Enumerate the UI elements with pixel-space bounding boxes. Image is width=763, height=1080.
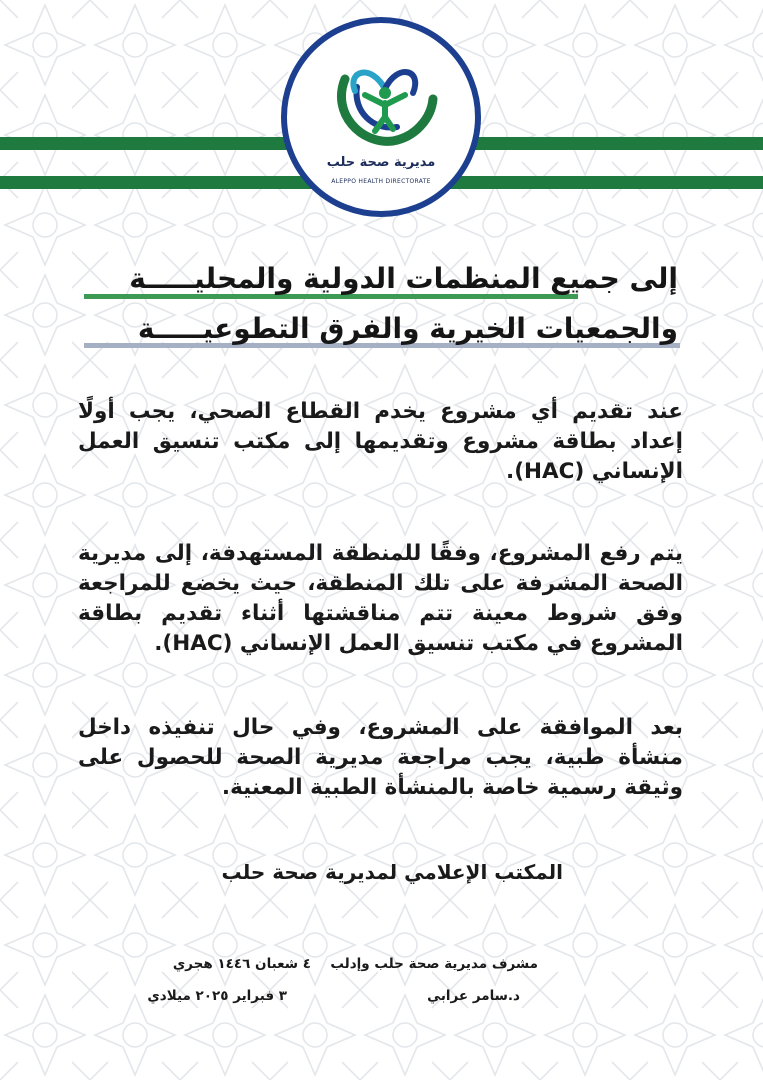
paragraph-3: بعد الموافقة على المشروع، وفي حال تنفيذه داخل منشأة طبية، يجب مراجعة مديرية الصحة للحصول على وثيقة رسمية خاصة بالمنشأة الطبية المعنية. (78, 715, 683, 800)
media-office-signature: المكتب الإعلامي لمديرية صحة حلب (221, 860, 563, 884)
signer-name: د.سامر عرابي (427, 988, 520, 1004)
title-line-1: إلى جميع المنظمات الدولية والمحليـــــة (129, 262, 678, 295)
logo-english-name: ALEPPO HEALTH DIRECTORATE (331, 178, 431, 185)
title-line-2: والجمعيات الخيرية والفرق التطوعيـــــة (137, 312, 678, 345)
hijri-date: ٤ شعبان ١٤٤٦ هجري (172, 956, 311, 972)
heart-figure-icon (331, 53, 439, 153)
paragraph-2: يتم رفع المشروع، وفقًا للمنطقة المستهدفة، إلى مديرية الصحة المشرفة على تلك المنطقة، حيث يخضع للمراجعة وفق شروط معينة تتم مناقشتها أثناء تقديم بطاقة المشروع في مكتب تنسيق العمل الإنساني (HAC). (78, 541, 683, 656)
signer-title: مشرف مديرية صحة حلب وإدلب (330, 956, 538, 972)
logo-arabic-name: مديرية صحة حلب (326, 155, 436, 170)
directorate-logo (281, 17, 481, 217)
paragraph-1: عند تقديم أي مشروع يخدم القطاع الصحي، يجب أولًا إعداد بطاقة مشروع وتقديمها إلى مكتب تنسيق العمل الإنساني (HAC). (78, 399, 683, 484)
gregorian-date: ٣ فبراير ٢٠٢٥ ميلادي (147, 988, 287, 1004)
